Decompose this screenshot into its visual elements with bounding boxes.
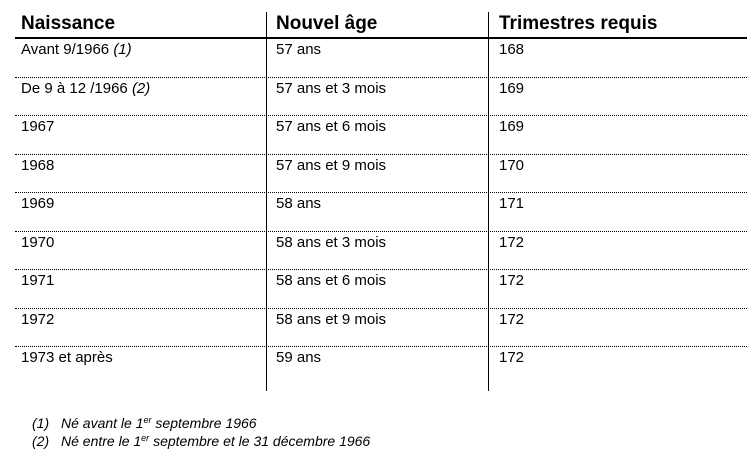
birth-text: 1967 [21,118,55,135]
cell-naissance [21,118,54,136]
cell-trimestres: 172 [499,272,525,289]
footnote-number: (2) [32,433,50,449]
table-row [15,78,747,117]
cell-naissance [21,157,54,175]
cell-trimestres: 168 [499,41,525,58]
cell-nouvel-age: 57 ans et 3 mois [276,79,387,97]
table-body [15,39,747,386]
footnote-superscript: er [143,415,152,425]
cell-naissance [21,234,54,252]
table-row [15,116,747,155]
birth-text: Avant 9/1966 [21,41,110,58]
cell-naissance [21,195,54,213]
table-row [15,39,747,78]
birth-text: 1973 et après [21,349,113,366]
cell-trimestres: 172 [499,310,525,328]
footnote [32,414,370,432]
footnote-text: septembre et le 31 décembre 1966 [149,433,371,449]
cell-nouvel-age: 58 ans et 3 mois [276,233,387,251]
cell-trimestres: 170 [499,156,525,174]
cell-naissance [21,349,113,367]
cell-naissance [21,80,150,98]
footnote [32,432,370,450]
header-trimestres-requis: Trimestres requis [499,13,658,34]
retirement-table [15,12,747,386]
cell-nouvel-age: 58 ans et 6 mois [276,272,387,289]
footnote-text: Né avant le 1 [61,415,144,431]
cell-nouvel-age: 57 ans et 9 mois [276,156,387,174]
table-row [15,193,747,232]
table-row [15,309,747,348]
cell-naissance [21,311,54,329]
birth-text: De 9 à 12 /1966 [21,79,128,97]
cell-nouvel-age: 57 ans [276,41,322,58]
footnote-text: Né entre le 1 [61,433,142,449]
cell-trimestres: 172 [499,233,525,251]
cell-nouvel-age: 59 ans [276,349,322,366]
footnote-text: septembre 1966 [151,415,257,431]
cell-trimestres: 169 [499,79,525,97]
birth-text: 1968 [21,156,55,174]
birth-text: 1969 [21,195,55,212]
footnote-reference: (1) [113,41,132,58]
cell-naissance [21,272,54,290]
birth-text: 1972 [21,310,55,328]
cell-naissance [21,41,132,59]
table-row [15,155,747,194]
table-row [15,270,747,309]
birth-text: 1970 [21,233,55,251]
footnote-reference: (2) [131,79,151,97]
footnote-number: (1) [32,415,50,431]
birth-text: 1971 [21,272,55,289]
footnote-superscript: er [141,433,150,443]
cell-nouvel-age: 57 ans et 6 mois [276,118,387,135]
table-row [15,347,747,386]
footnotes [32,414,370,450]
table-row [15,232,747,271]
cell-trimestres: 172 [499,349,525,366]
table-header [15,12,747,39]
cell-nouvel-age: 58 ans et 9 mois [276,310,387,328]
header-nouvel-age: Nouvel âge [276,13,378,34]
header-naissance: Naissance [21,13,116,34]
cell-nouvel-age: 58 ans [276,195,322,212]
cell-trimestres: 171 [499,195,525,212]
cell-trimestres: 169 [499,118,525,135]
